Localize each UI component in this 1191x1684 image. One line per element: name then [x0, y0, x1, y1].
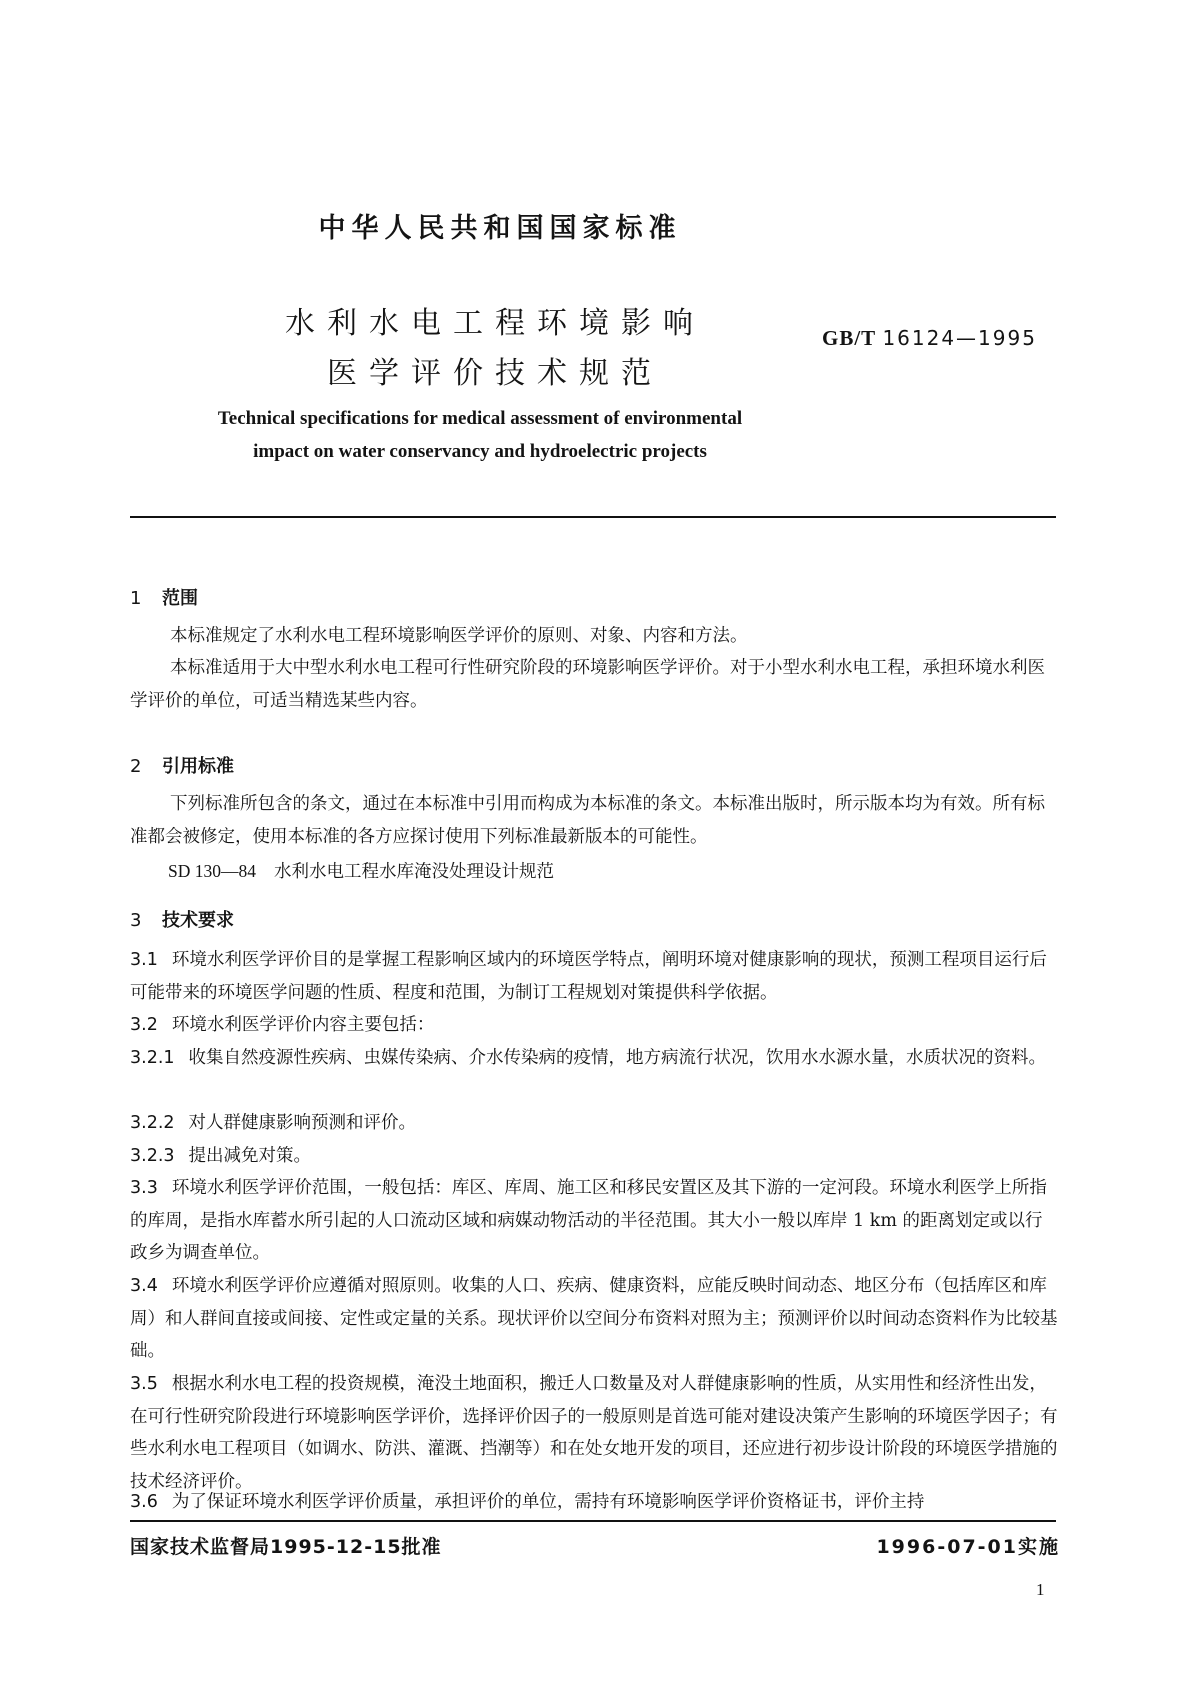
section-number: 1 — [130, 588, 142, 609]
clause-3-1 — [130, 944, 1060, 1009]
clause-number: 3.1 — [130, 950, 158, 970]
section-heading-scope — [130, 584, 198, 610]
clause-number: 3.2 — [130, 1015, 158, 1035]
standard-code — [822, 326, 1037, 351]
header-divider — [130, 516, 1056, 518]
section-title: 范围 — [162, 588, 198, 609]
footer-divider — [130, 1520, 1056, 1522]
clause-3-3 — [130, 1172, 1060, 1270]
clause-text: 环境水利医学评价目的是掌握工程影响区域内的环境医学特点，阐明环境对健康影响的现状，预测工程项目运行后可能带来的环境医学问题的性质、程度和范围，为制订工程规划对策提供科学依据。 — [130, 950, 1047, 1003]
clause-3-2-1 — [130, 1042, 1060, 1075]
clause-3-2-2 — [130, 1107, 1060, 1140]
reference-code: SD 130—84 — [168, 861, 256, 881]
clause-number: 3.3 — [130, 1178, 158, 1198]
clause-3-5 — [130, 1368, 1060, 1498]
clause-3-6 — [130, 1486, 1060, 1519]
reference-title: 水利水电工程水库淹没处理设计规范 — [274, 862, 554, 882]
national-standard-label: 中华人民共和国国家标准 — [318, 213, 682, 244]
clause-text: 对人群健康影响预测和评价。 — [188, 1113, 417, 1133]
clause-number: 3.2.1 — [130, 1048, 175, 1068]
clause-number: 3.6 — [130, 1492, 158, 1512]
clause-3-4 — [130, 1270, 1060, 1368]
section-title: 技术要求 — [162, 910, 234, 931]
clause-text: 根据水利水电工程的投资规模，淹没土地面积，搬迁人口数量及对人群健康影响的性质，从实用性和经济性出发，在可行性研究阶段进行环境影响医学评价，选择评价因子的一般原则是首选可能对建设决策产生影响的环境医学因子；有些水利水电工程项目（如调水、防洪、灌溉、挡潮等）和在处女地开发的项目，还应进行初步设计阶段的环境医学措施的技术经济评价。 — [130, 1374, 1058, 1492]
clause-text: 环境水利医学评价应遵循对照原则。收集的人口、疾病、健康资料，应能反映时间动态、地区分布（包括库区和库周）和人群间直接或间接、定性或定量的关系。现状评价以空间分布资料对照为主；预测评价以时间动态资料作为比较基础。 — [130, 1276, 1058, 1361]
reference-item — [168, 858, 554, 883]
clause-text: 环境水利医学评价范围，一般包括：库区、库周、施工区和移民安置区及其下游的一定河段。环境水利医学上所指的库周，是指水库蓄水所引起的人口流动区域和病媒动物活动的半径范围。其大小一般以库岸 1 km 的距离划定或以行政乡为调查单位。 — [130, 1178, 1047, 1263]
references-paragraph: 下列标准所包含的条文，通过在本标准中引用而构成为本标准的条文。本标准出版时，所示版本均为有效。所有标准都会被修定，使用本标准的各方应探讨使用下列标准最新版本的可能性。 — [130, 794, 1045, 847]
approval-date: 国家技术监督局1995-12-15批准 — [130, 1536, 442, 1558]
clause-number: 3.5 — [130, 1374, 158, 1394]
code-prefix: GB/T — [822, 326, 877, 350]
clause-text: 提出减免对策。 — [188, 1146, 312, 1166]
section-number: 2 — [130, 756, 142, 777]
page-number: 1 — [1036, 1580, 1045, 1599]
title-line-1: 水利水电工程环境影响 — [285, 306, 705, 341]
clause-number: 3.2.2 — [130, 1113, 175, 1133]
implementation-date: 1996-07-01实施 — [876, 1536, 1060, 1558]
clause-3-2-3 — [130, 1140, 1060, 1173]
section-title: 引用标准 — [162, 756, 234, 777]
clause-text: 收集自然疫源性疾病、虫媒传染病、介水传染病的疫情，地方病流行状况，饮用水水源水量，水质状况的资料。 — [188, 1048, 1047, 1068]
scope-paragraph-2: 本标准适用于大中型水利水电工程可行性研究阶段的环境影响医学评价。对于小型水利水电工程，承担环境水利医学评价的单位，可适当精选某些内容。 — [130, 658, 1045, 711]
section-heading-technical-requirements — [130, 906, 234, 932]
clause-3-2 — [130, 1009, 1060, 1042]
clause-number: 3.2.3 — [130, 1146, 175, 1166]
section-heading-references — [130, 752, 234, 778]
scope-paragraph-1: 本标准规定了水利水电工程环境影响医学评价的原则、对象、内容和方法。 — [170, 626, 748, 646]
title-line-2: 医学评价技术规范 — [327, 356, 663, 391]
code-number: 16124—1995 — [882, 326, 1037, 350]
section-number: 3 — [130, 910, 142, 931]
english-title-line-1: Technical specifications for medical assessment of environmental — [217, 408, 743, 429]
english-title-line-2: impact on water conservancy and hydroelectric projects — [253, 441, 707, 462]
clause-number: 3.4 — [130, 1276, 158, 1296]
clause-text: 环境水利医学评价内容主要包括： — [171, 1015, 435, 1035]
clause-text: 为了保证环境水利医学评价质量，承担评价的单位，需持有环境影响医学评价资格证书，评价主持 — [171, 1492, 925, 1512]
